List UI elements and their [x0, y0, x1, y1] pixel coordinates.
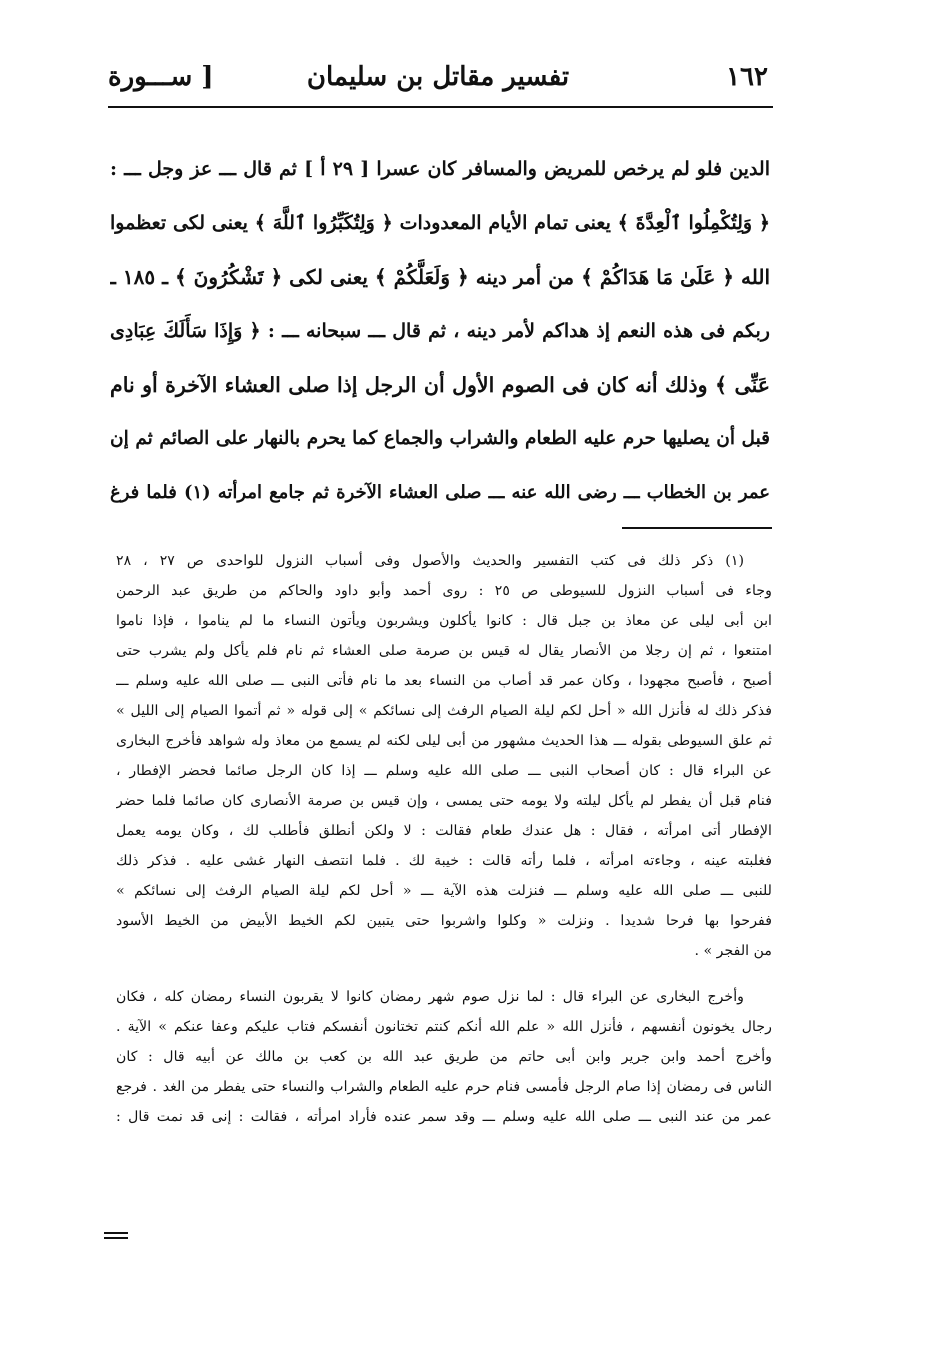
main-text-line: عَنِّى ﴾ وذلك أنه كان فى الصوم الأول أن الرجل إذا صلى العشاء الآخرة أو نام	[110, 373, 770, 397]
footnote-rule	[622, 527, 772, 529]
footnotes	[116, 546, 772, 1132]
page-number: ١٦٢	[726, 62, 768, 92]
continuation-mark-bar	[104, 1232, 128, 1234]
main-text-line: الدين فلو لم يرخص للمريض والمسافر كان عسرا [ ٢٩ أ ] ثم قال ـــ عز وجل ـــ :	[110, 158, 770, 180]
footnote-line: الإفطار أتى امرأته ، فقال : هل عندك طعام فقالت : لا ولكن أنطلق فأطلب لك ، وكان يومه يعمل	[116, 823, 772, 839]
main-text-line: الله ﴿ عَلَىٰ مَا هَدَاكُمْ ﴾ من أمر دينه ﴿ وَلَعَلَّكُمْ ﴾ يعنى لكى ﴿ تَشْكُرُونَ ﴾ ـ ١٨٥ ـ	[110, 265, 770, 289]
footnote-line: فذكر ذلك له فأنزل الله « أحل لكم ليلة الصيام الرفث إلى نسائكم » إلى قوله « ثم أتموا الصيام إلى الليل »	[116, 703, 772, 719]
footnote-line: (١) ذكر ذلك فى كتب التفسير والحديث والأصول وفى أسباب النزول للواحدى ص ٢٧ ، ٢٨	[116, 553, 744, 569]
main-text	[110, 142, 770, 520]
footnote-line: فغلبته عينه ، وجاءته امرأته ، فلما رأته قالت : خيبة لك . فلما انتصف النهار غشى عليه . فذكر ذلك	[116, 853, 772, 869]
footnote-line: فنام قبل أن يفطر لم يأكل ليلته ولا يومه حتى يمسى ، وإن قيس بن صرمة الأنصارى كان صائما فلما حضر	[116, 793, 772, 809]
footnote-line: وأخرج أحمد وابن جرير وابن أبى حاتم من طريق عبد الله بن كعب بن مالك عن أبيه قال : كان	[116, 1049, 772, 1065]
footnote-line: ففرحوا بها فرحا شديدا . ونزلت « وكلوا واشربوا حتى يتبين لكم الخيط الأبيض من الخيط الأسود	[116, 913, 772, 929]
footnote-line: الناس فى رمضان إذا صام الرجل فأمسى فنام حرم عليه الطعام والشراب والنساء حتى يفطر من الغد . فرجع	[116, 1079, 772, 1095]
footnote-line: من الفجر » .	[694, 943, 772, 959]
header-rule	[108, 106, 773, 108]
footnote-line: امتنعوا ، ثم إن رجلا من الأنصار يقال له قيس بن صرمة صلى العشاء ثم نام فلم يأكل ولم يشرب حتى	[116, 643, 772, 659]
footnote-line: وجاء فى أسباب النزول للسيوطى ص ٢٥ : روى أحمد وأبو داود والحاكم من طريق عبد الرحمن	[116, 583, 772, 599]
footnote-line: أصبح ، فأصبح مجهودا ، وكان عمر قد أصاب من النساء بعد ما نام فأتى النبى ـــ صلى الله عليه وسلم ـــ	[116, 673, 772, 689]
book-title: تفسير مقاتل بن سليمان	[306, 62, 570, 92]
main-text-line: عمر بن الخطاب ـــ رضى الله عنه ـــ صلى العشاء الآخرة ثم جامع امرأته (١) فلما فرغ	[110, 482, 770, 503]
footnote-line: للنبى ـــ صلى الله عليه وسلم ـــ فنزلت هذه الآية ـــ « أحل لكم ليلة الصيام الرفث إلى نسائكم »	[116, 883, 772, 899]
main-text-line: ربكم فى هذه النعم إذ هداكم لأمر دينه ، ثم قال ـــ سبحانه ـــ : ﴿ وَإِذَا سَأَلَكَ عِبَادِى	[110, 320, 770, 342]
main-text-line: ﴿ وَلِتُكْمِلُوا ٱلْعِدَّةَ ﴾ يعنى تمام الأيام المعدودات ﴿ وَلِتُكَبِّرُوا ٱللَّهَ ﴾ يعنى لكى تعظموا	[110, 212, 770, 234]
continuation-mark-bar	[104, 1237, 128, 1239]
footnote-line: عن البراء قال : كان أصحاب النبى ـــ صلى الله عليه وسلم ـــ إذا كان الرجل صائما فحضر الإفطار ،	[116, 763, 772, 779]
footnote-line: رجال يخونون أنفسهم ، فأنزل الله « علم الله أنكم كنتم تختانون أنفسكم فتاب عليكم وعفا عنكم » الآية .	[116, 1019, 772, 1035]
footnote-line: ثم علق السيوطى بقوله ـــ هذا الحديث مشهور من أبى ليلى لكنه لم يسمع من معاذ وله شواهد فأخرج البخارى	[116, 733, 772, 749]
footnote-gap	[116, 966, 772, 982]
footnote-line: ابن أبى ليلى عن معاذ بن جبل قال : كانوا يأكلون ويشربون ويأتون النساء ما لم يناموا ، فإذا ناموا	[116, 613, 772, 629]
main-text-line: قبل أن يصليها حرم عليه الطعام والشراب والجماع كما يحرم بالنهار على الصائم ثم إن	[110, 428, 770, 449]
continuation-mark	[104, 1232, 128, 1240]
page-header	[108, 62, 768, 102]
footnote-line: وأخرج البخارى عن البراء قال : لما نزل صوم شهر رمضان كانوا لا يقربون النساء رمضان كله ، فكان	[116, 989, 744, 1005]
surah-label: [ ســـورة	[108, 62, 214, 92]
footnote-line: عمر من عند النبى ـــ صلى الله عليه وسلم ـــ وقد سمر عنده فأراد امرأته ، فقالت : إنى قد نمت قال :	[116, 1109, 772, 1125]
